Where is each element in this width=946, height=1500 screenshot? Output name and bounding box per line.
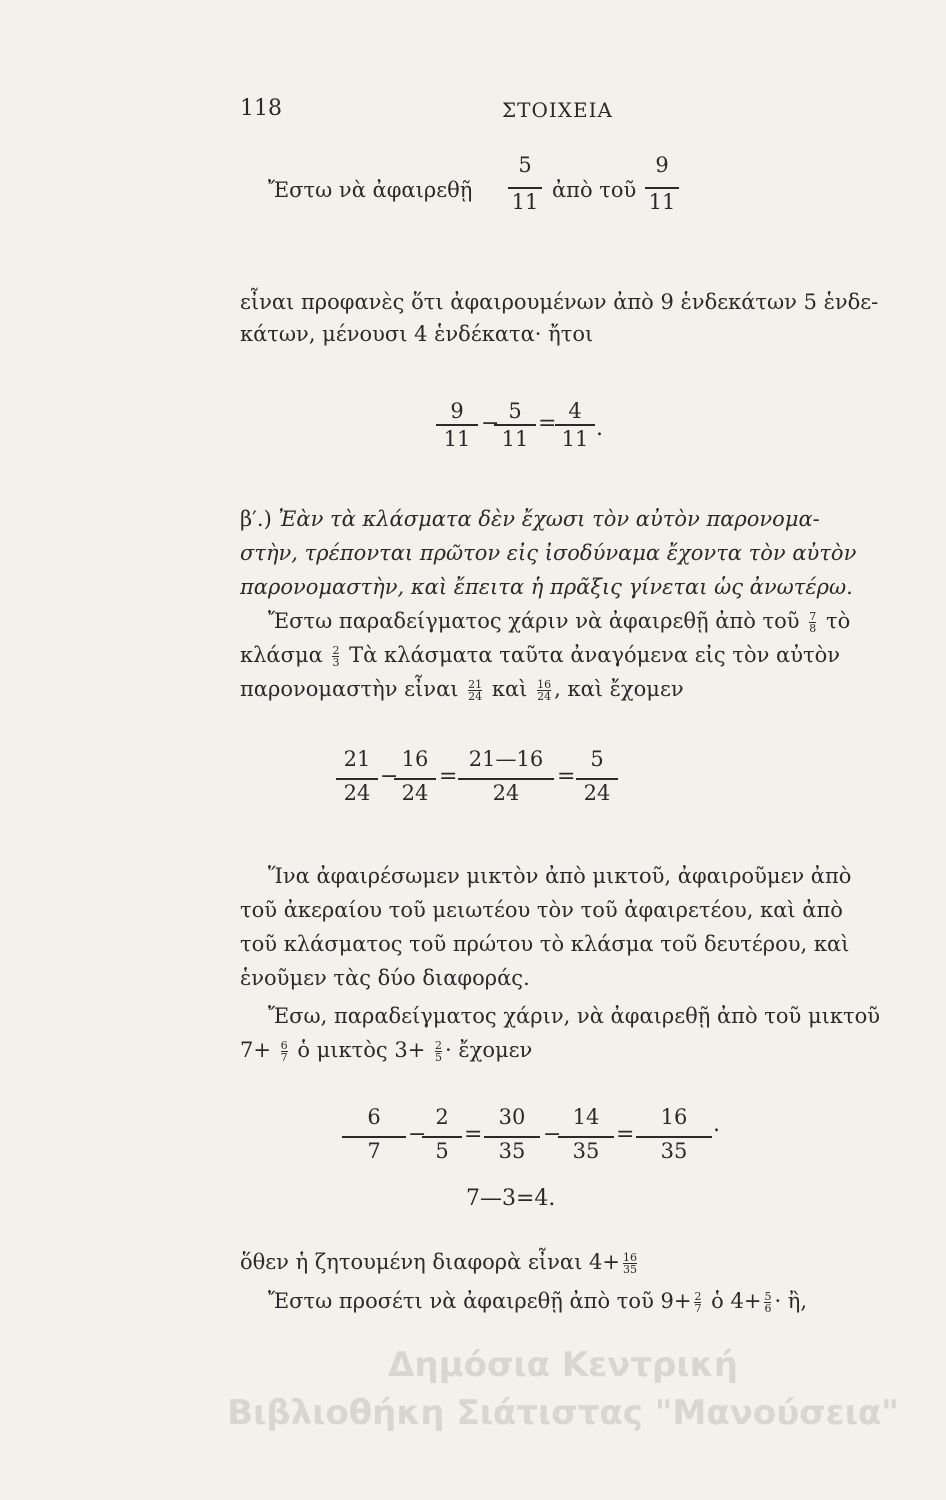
fraction-denominator: 11 bbox=[508, 187, 542, 215]
ex2-line-1-text: Ἔστω παραδείγματος χάριν νὰ ἀφαιρεθῇ ἀπὸ τοῦ bbox=[268, 609, 800, 633]
fraction-numerator: 5 bbox=[764, 1290, 772, 1303]
fraction-numerator: 16 bbox=[401, 747, 429, 771]
fraction-numerator: 14 bbox=[572, 1105, 600, 1129]
fraction-denominator: 11 bbox=[555, 424, 595, 452]
inline-fraction bbox=[623, 1252, 637, 1275]
ex3-last-line bbox=[268, 1289, 807, 1314]
fraction-numerator: 21—16 bbox=[468, 747, 544, 771]
ex3-line-2 bbox=[240, 1038, 532, 1063]
ex3-result-text: ὅθεν ἡ ζητουμένη διαφορὰ εἶναι 4+ bbox=[240, 1250, 620, 1274]
inline-fraction bbox=[809, 611, 816, 634]
fraction-numerator: 16 bbox=[622, 1251, 637, 1264]
fraction-denominator: 11 bbox=[494, 424, 536, 452]
ex1-text-line-2: κάτων, μένουσι 4 ἑνδέκατα· ἤτοι bbox=[240, 322, 594, 346]
ex2-line-2-b: Τὰ κλάσματα ταῦτα ἀναγόμενα εἰς τὸν αὐτὸν bbox=[349, 643, 841, 667]
equals-sign: = bbox=[439, 764, 458, 789]
eq2-fraction-a bbox=[336, 746, 378, 806]
ex3-result-line bbox=[240, 1250, 640, 1275]
rule-b-line-3: παρονομαστὴν, καὶ ἔπειτα ἡ πρᾶξις γίνεται ὡς ἀνωτέρω. bbox=[240, 575, 853, 599]
watermark-line-1: Δημόσια Κεντρική bbox=[388, 1345, 738, 1385]
fraction-numerator: 16 bbox=[660, 1105, 688, 1129]
eq1-fraction-c bbox=[555, 398, 595, 452]
fraction-numerator: 6 bbox=[367, 1105, 381, 1129]
ex1-fraction-a bbox=[508, 152, 542, 215]
eq3-fraction-c bbox=[484, 1104, 540, 1164]
equals-sign: = bbox=[464, 1122, 483, 1147]
eq3-fraction-a bbox=[342, 1104, 406, 1164]
fraction-denominator: 24 bbox=[468, 690, 483, 703]
mixed-line-1: Ἵνα ἀφαιρέσωμεν μικτὸν ἀπὸ μικτοῦ, ἀφαιροῦμεν ἀπὸ bbox=[268, 864, 852, 888]
fraction-denominator: 5 bbox=[422, 1136, 462, 1164]
rule-b-line-2: στὴν, τρέπονται πρῶτον εἰς ἰσοδύναμα ἔχοντα τὸν αὐτὸν bbox=[240, 541, 857, 565]
fraction-numerator: 2 bbox=[694, 1290, 702, 1303]
fraction-numerator: 21 bbox=[343, 747, 371, 771]
ex2-line-2 bbox=[240, 643, 840, 668]
inline-fraction bbox=[281, 1040, 288, 1063]
fraction-denominator: 35 bbox=[622, 1263, 637, 1276]
period: . bbox=[596, 416, 603, 441]
fraction-denominator: 3 bbox=[332, 656, 340, 669]
inline-fraction bbox=[468, 679, 482, 702]
fraction-denominator: 6 bbox=[764, 1302, 772, 1315]
fraction-numerator: 7 bbox=[809, 610, 817, 623]
ex2-line-3 bbox=[240, 677, 684, 702]
fraction-denominator: 7 bbox=[694, 1302, 702, 1315]
fraction-numerator: 21 bbox=[468, 678, 483, 691]
fraction-numerator: 5 bbox=[518, 153, 532, 177]
ex3-last-b: ὁ 4+ bbox=[711, 1289, 762, 1313]
eq3-fraction-e bbox=[636, 1104, 712, 1164]
fraction-numerator: 30 bbox=[498, 1105, 526, 1129]
ex1-fraction-b bbox=[645, 152, 679, 215]
eq3-fraction-d bbox=[558, 1104, 614, 1164]
running-title: ΣΤΟΙΧΕΙΑ bbox=[502, 98, 613, 122]
minus-sign: − bbox=[543, 1122, 562, 1147]
fraction-numerator: 9 bbox=[655, 153, 669, 177]
inline-fraction bbox=[537, 679, 551, 702]
inline-fraction bbox=[332, 645, 339, 668]
ex3-last-c: · ἢ, bbox=[774, 1289, 808, 1313]
fraction-numerator: 2 bbox=[435, 1039, 443, 1052]
inline-fraction bbox=[764, 1291, 771, 1314]
rule-b-text-1: Ἐὰν τὰ κλάσματα δὲν ἔχωσι τὸν αὐτὸν παρονομα- bbox=[278, 507, 820, 531]
eq3-fraction-b bbox=[422, 1104, 462, 1164]
ex2-line-3-b: , καὶ ἔχομεν bbox=[554, 677, 684, 701]
mixed-line-4: ἑνοῦμεν τὰς δύο διαφοράς. bbox=[240, 966, 530, 990]
ex2-line-3-a: παρονομαστὴν εἶναι bbox=[240, 677, 459, 701]
fraction-denominator: 5 bbox=[435, 1051, 443, 1064]
fraction-numerator: 6 bbox=[280, 1039, 288, 1052]
mixed-line-3: τοῦ κλάσματος τοῦ πρώτου τὸ κλάσμα τοῦ δευτέρου, καὶ bbox=[240, 932, 850, 956]
fraction-numerator: 5 bbox=[590, 747, 604, 771]
ex3-line-2-c: · ἔχομεν bbox=[445, 1038, 533, 1062]
eq1-fraction-b bbox=[494, 398, 536, 452]
fraction-denominator: 11 bbox=[645, 187, 679, 215]
rule-b-label: β′.) bbox=[240, 507, 272, 531]
fraction-numerator: 5 bbox=[508, 399, 522, 423]
fraction-denominator: 35 bbox=[484, 1136, 540, 1164]
ex3-line-2-b: ὁ μικτὸς 3+ bbox=[297, 1038, 426, 1062]
ex1-from-word: ἀπὸ τοῦ bbox=[552, 178, 637, 202]
fraction-numerator: 4 bbox=[568, 399, 582, 423]
inline-fraction bbox=[435, 1040, 442, 1063]
fraction-denominator: 11 bbox=[436, 424, 478, 452]
fraction-denominator: 24 bbox=[576, 778, 618, 806]
minus-sign: − bbox=[481, 411, 500, 436]
ex1-intro: Ἔστω νὰ ἀφαιρεθῇ bbox=[268, 178, 473, 202]
eq1-fraction-a bbox=[436, 398, 478, 452]
fraction-numerator: 16 bbox=[537, 678, 552, 691]
ex2-line-2-a: κλάσμα bbox=[240, 643, 323, 667]
eq2-fraction-d bbox=[576, 746, 618, 806]
equals-sign: = bbox=[538, 411, 557, 436]
fraction-denominator: 35 bbox=[558, 1136, 614, 1164]
eq2-fraction-c bbox=[458, 746, 554, 806]
ex2-line-1 bbox=[268, 609, 850, 634]
page-number: 118 bbox=[240, 96, 282, 121]
ex2-line-3-and: καὶ bbox=[491, 677, 528, 701]
fraction-numerator: 9 bbox=[450, 399, 464, 423]
fraction-denominator: 7 bbox=[342, 1136, 406, 1164]
equals-sign: = bbox=[616, 1122, 635, 1147]
eq2-fraction-b bbox=[394, 746, 436, 806]
integer-equation: 7—3=4. bbox=[466, 1186, 556, 1211]
period: . bbox=[713, 1112, 720, 1137]
fraction-denominator: 35 bbox=[636, 1136, 712, 1164]
minus-sign: − bbox=[380, 764, 399, 789]
inline-fraction bbox=[694, 1291, 701, 1314]
fraction-numerator: 2 bbox=[435, 1105, 449, 1129]
fraction-denominator: 8 bbox=[809, 622, 817, 635]
fraction-numerator: 2 bbox=[332, 644, 340, 657]
fraction-denominator: 24 bbox=[336, 778, 378, 806]
fraction-denominator: 7 bbox=[280, 1051, 288, 1064]
rule-b-line-1 bbox=[240, 507, 820, 531]
fraction-denominator: 24 bbox=[458, 778, 554, 806]
ex3-line-2-a: 7+ bbox=[240, 1038, 271, 1062]
minus-sign: − bbox=[408, 1122, 427, 1147]
ex2-line-1-end: τὸ bbox=[825, 609, 851, 633]
ex1-text-line-1: εἶναι προφανὲς ὅτι ἀφαιρουμένων ἀπὸ 9 ἑνδεκάτων 5 ἑνδε- bbox=[240, 290, 879, 314]
ex3-last-a: Ἔστω προσέτι νὰ ἀφαιρεθῇ ἀπὸ τοῦ 9+ bbox=[268, 1289, 692, 1313]
ex3-line-1: Ἔσω, παραδείγματος χάριν, νὰ ἀφαιρεθῇ ἀπὸ τοῦ μικτοῦ bbox=[268, 1004, 881, 1028]
fraction-denominator: 24 bbox=[537, 690, 552, 703]
equals-sign: = bbox=[557, 764, 576, 789]
mixed-line-2: τοῦ ἀκεραίου τοῦ μειωτέου τὸν τοῦ ἀφαιρετέου, καὶ ἀπὸ bbox=[240, 898, 843, 922]
fraction-denominator: 24 bbox=[394, 778, 436, 806]
watermark-line-2: Βιβλιοθήκη Σιάτιστας "Μανούσεια" bbox=[227, 1393, 899, 1433]
